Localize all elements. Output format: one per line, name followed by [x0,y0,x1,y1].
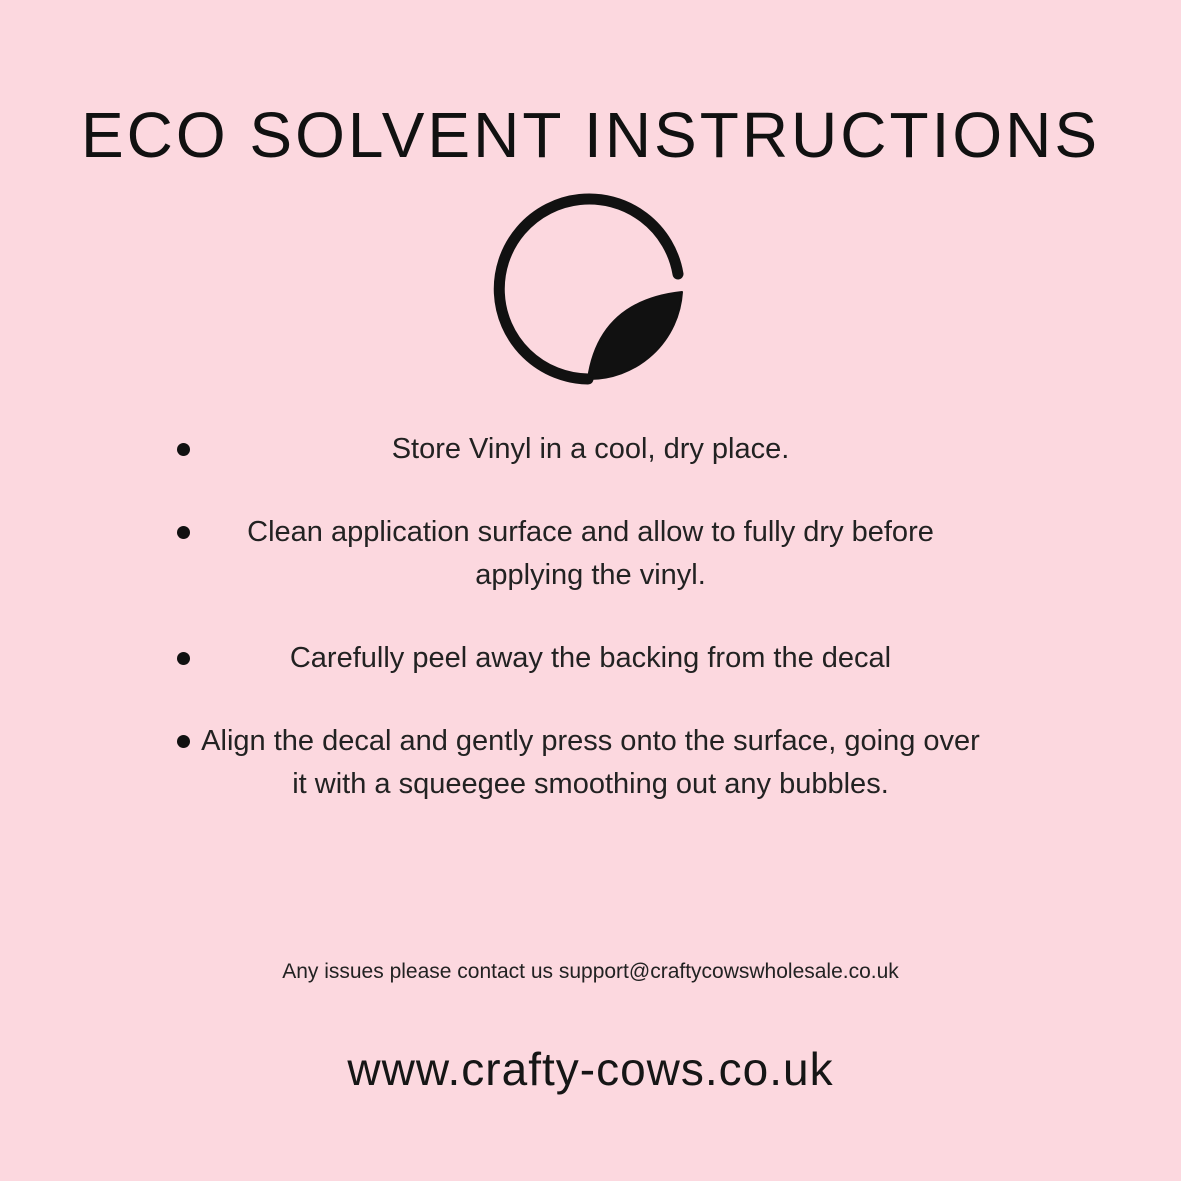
page-title: ECO SOLVENT INSTRUCTIONS [80,99,1101,171]
instruction-list [0,428,1181,846]
support-contact-text: Any issues please contact us support@craftycowswholesale.co.uk [282,960,899,983]
bullet-dot [177,652,190,665]
list-item [0,428,1181,471]
instruction-text: Carefully peel away the backing from the decal [289,642,892,674]
bullet-dot [177,443,190,456]
list-item [0,720,1181,806]
website-url: www.crafty-cows.co.uk [347,1043,834,1095]
list-item [0,511,1181,597]
bullet-dot [177,735,190,748]
bullet-dot [177,526,190,539]
list-item [0,637,1181,680]
instruction-text: Align the decal and gently press onto the surface, going over it with a squeegee smoothing out any bubbles. [201,725,980,800]
instruction-text: Clean application surface and allow to fully dry before applying the vinyl. [247,516,934,591]
instruction-text: Store Vinyl in a cool, dry place. [391,433,790,465]
peeling-sticker-icon [489,189,689,389]
